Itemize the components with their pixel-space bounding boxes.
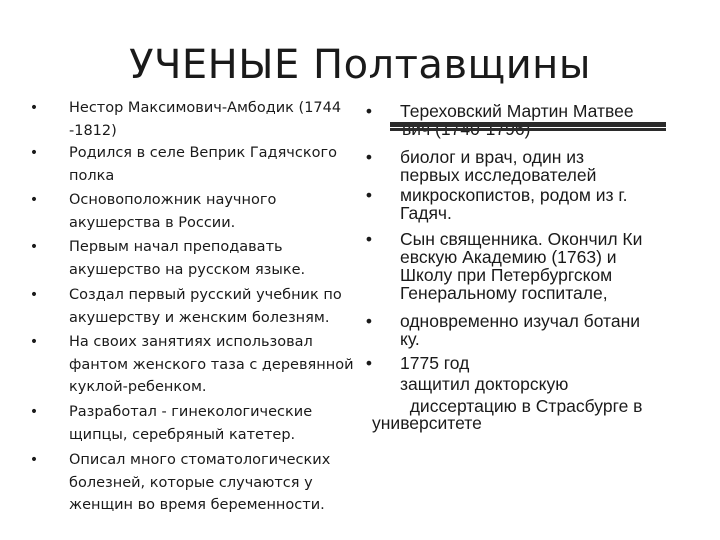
list-item bbox=[362, 186, 702, 230]
bullet: • bbox=[29, 334, 39, 350]
item-text-line: одновременно изучал ботани bbox=[400, 311, 641, 331]
list-item bbox=[28, 284, 358, 331]
list-item bbox=[28, 97, 358, 142]
list-item bbox=[362, 354, 702, 415]
list-item bbox=[28, 142, 358, 189]
item-text-line: евскую Академию (1763) и bbox=[400, 247, 617, 267]
item-text-line: ку. bbox=[400, 329, 420, 349]
right-column bbox=[362, 102, 702, 432]
item-text: Описал много стоматологических болезней, которые случаются у женщин во время беременности. bbox=[69, 452, 331, 513]
tail-text: университете bbox=[372, 413, 482, 433]
item-text: Создал первый русский учебник по акушерству и женским болезням. bbox=[69, 287, 342, 326]
item-text: Разработал - гинекологические щипцы, серебряный катетер. bbox=[69, 404, 313, 443]
list-item bbox=[362, 230, 702, 312]
item-text: Первым начал преподавать акушерство на русском языке. bbox=[69, 239, 306, 278]
bullet: • bbox=[365, 147, 373, 167]
item-text-line: Генеральному госпитале, bbox=[400, 283, 608, 303]
list-item bbox=[28, 189, 358, 236]
left-column bbox=[28, 97, 358, 517]
list-item bbox=[28, 236, 358, 284]
list-item bbox=[362, 312, 702, 354]
slide-title: УЧЕНЫЕ Полтавщины bbox=[129, 42, 591, 88]
item-text-line: 1775 год bbox=[400, 353, 470, 373]
bullet: • bbox=[365, 353, 373, 373]
item-text: Родился в селе Веприк Гадячского полка bbox=[69, 145, 337, 184]
bullet: • bbox=[29, 287, 39, 303]
bullet: • bbox=[365, 311, 373, 331]
list-item bbox=[28, 401, 358, 449]
list-item bbox=[362, 148, 702, 186]
bullet: • bbox=[29, 239, 39, 255]
item-text: Нестор Максимович-Амбодик (1744 -1812) bbox=[69, 100, 342, 139]
list-item bbox=[28, 331, 358, 401]
list-item bbox=[362, 102, 702, 148]
item-text: На своих занятиях использовал фантом женского таза с деревянной куклой-ребенком. bbox=[69, 334, 354, 395]
item-text-line: Школу при Петербургском bbox=[400, 265, 613, 285]
bullet: • bbox=[29, 404, 39, 420]
strike-bar bbox=[390, 122, 666, 127]
item-text-line: диссертацию в Страсбурге в bbox=[400, 396, 643, 416]
bullet: • bbox=[29, 192, 39, 208]
bullet: • bbox=[29, 452, 39, 468]
bullet: • bbox=[365, 185, 373, 205]
list-item bbox=[28, 449, 358, 517]
item-text-line: Тереховский Мартин Матвее bbox=[400, 101, 634, 121]
item-text-line: первых исследователей bbox=[400, 165, 597, 185]
bullet: • bbox=[29, 145, 39, 161]
bullet: • bbox=[365, 229, 373, 249]
item-text-line: Сын священника. Окончил Ки bbox=[400, 229, 643, 249]
item-text: Основоположник научного акушерства в России. bbox=[69, 192, 277, 231]
bullet: • bbox=[365, 101, 373, 121]
item-text-line: Гадяч. bbox=[400, 203, 452, 223]
bullet: • bbox=[29, 100, 39, 116]
item-text-line: биолог и врач, один из bbox=[400, 147, 585, 167]
item-text-line: защитил докторскую bbox=[400, 374, 569, 394]
item-text-line: микроскопистов, родом из г. bbox=[400, 185, 628, 205]
strike-bar bbox=[390, 128, 666, 131]
